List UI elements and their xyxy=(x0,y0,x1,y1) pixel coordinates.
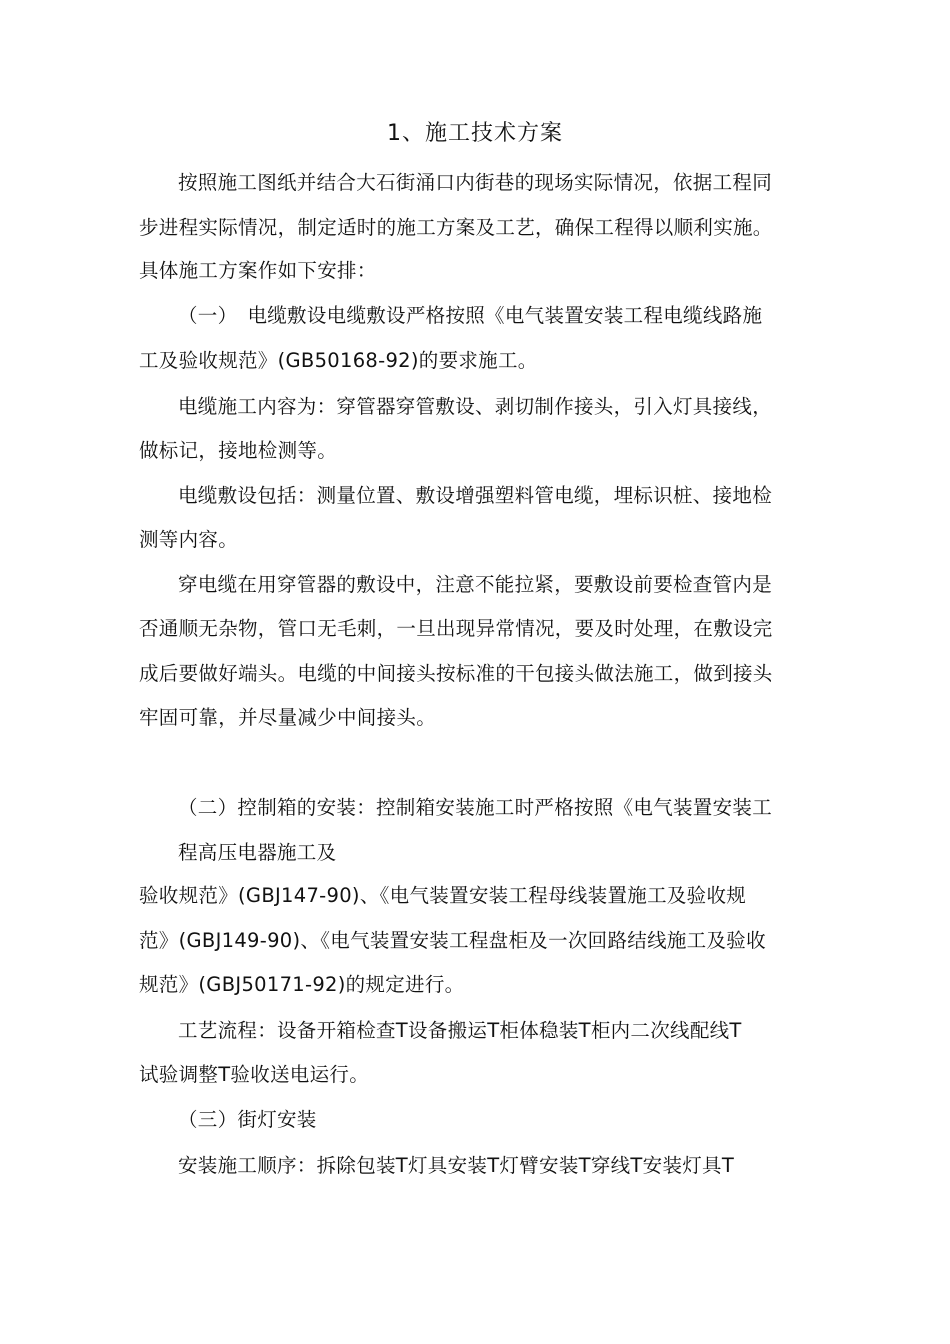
paragraph-line: 否通顺无杂物，管口无毛刺，一旦出现异常情况，要及时处理，在敷设完 xyxy=(139,617,773,640)
paragraph-line: 规范》(GBJ50171-92)的规定进行。 xyxy=(139,973,465,996)
paragraph-line: 工及验收规范》(GB50168-92)的要求施工。 xyxy=(139,349,538,372)
paragraph-line: 试验调整T验收送电运行。 xyxy=(139,1063,370,1086)
paragraph-line: 电缆敷设包括：测量位置、敷设增强塑料管电缆，埋标识桩、接地检 xyxy=(178,484,773,507)
paragraph-line: 做标记，接地检测等。 xyxy=(139,439,338,462)
paragraph-line: 验收规范》(GBJ147-90)、《电气装置安装工程母线装置施工及验收规 xyxy=(139,884,747,907)
paragraph-line: 测等内容。 xyxy=(139,528,239,551)
paragraph-line: 具体施工方案作如下安排： xyxy=(139,259,377,282)
section-heading-line: （三）街灯安装 xyxy=(178,1108,317,1131)
section-heading-line: （二）控制箱的安装：控制箱安装施工时严格按照《电气装置安装工 xyxy=(178,796,773,819)
paragraph-line: 牢固可靠，并尽量减少中间接头。 xyxy=(139,706,437,729)
paragraph-line: 程高压电器施工及 xyxy=(178,841,337,864)
paragraph-line: 步进程实际情况，制定适时的施工方案及工艺，确保工程得以顺利实施。 xyxy=(139,216,773,239)
paragraph-line: 安装施工顺序：拆除包装T灯具安装T灯臂安装T穿线T安装灯具T xyxy=(178,1154,735,1177)
paragraph-line: 穿电缆在用穿管器的敷设中，注意不能拉紧，要敷设前要检查管内是 xyxy=(178,573,773,596)
paragraph-line: 范》(GBJ149-90)、《电气装置安装工程盘柜及一次回路结线施工及验收 xyxy=(139,929,766,952)
paragraph-line: 电缆施工内容为：穿管器穿管敷设、剥切制作接头，引入灯具接线， xyxy=(178,395,773,418)
paragraph-line: 按照施工图纸并结合大石街涌口内街巷的现场实际情况，依据工程同 xyxy=(178,171,773,194)
paragraph-line: 成后要做好端头。电缆的中间接头按标准的干包接头做法施工，做到接头 xyxy=(139,662,773,685)
paragraph-line: 工艺流程：设备开箱检查T设备搬运T柜体稳装T柜内二次线配线T xyxy=(178,1019,742,1042)
section-heading-line: （一） 电缆敷设电缆敷设严格按照《电气装置安装工程电缆线路施 xyxy=(178,304,763,327)
document-title: 1、施工技术方案 xyxy=(387,121,563,146)
